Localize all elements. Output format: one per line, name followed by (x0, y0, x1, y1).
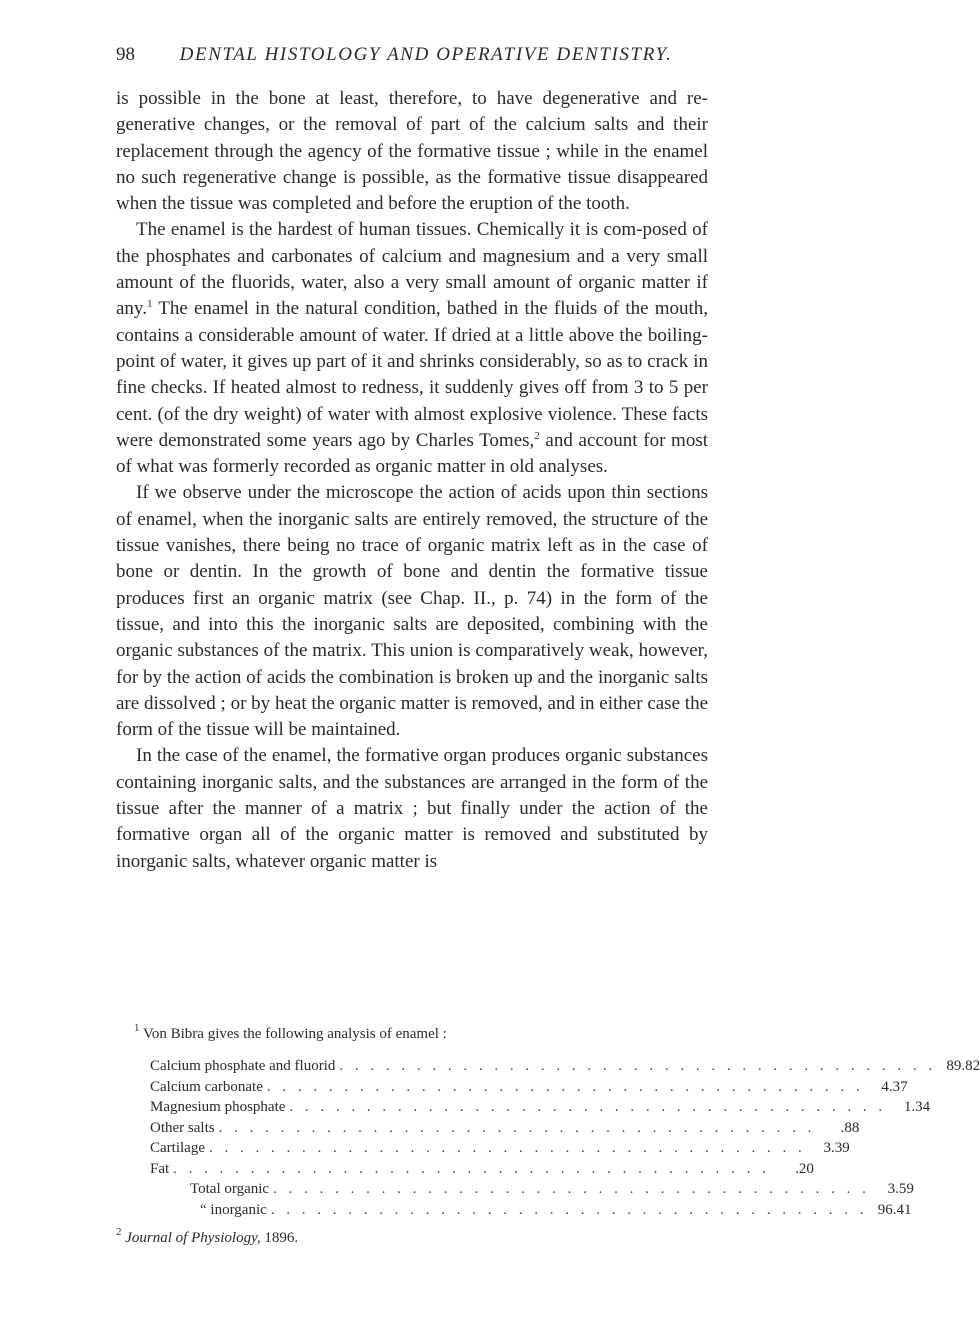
dot-leader: . . . . . . . . . . . . . . . . . . . . . . . . . . . . . . . . . . . . . . . (173, 1160, 770, 1177)
paragraph-4: In the case of the enamel, the formative organ produces organic substances containing inorganic salts, and the substances are arranged in the form of the tissue after the manner of a matrix ; but finally under the action of the formative organ all of the organic matter is removed and substituted by inorganic salts, whatever organic matter is (116, 745, 708, 872)
table-row (150, 1159, 814, 1180)
row-label: Other salts (150, 1119, 215, 1136)
table-row (150, 1097, 931, 1118)
dot-leader: . . . . . . . . . . . . . . . . . . . . . . . . . . . . . . . . . . . . . . . (266, 1078, 864, 1095)
row-label: Cartilage (150, 1140, 205, 1156)
row-value: 96.41 (877, 1201, 912, 1218)
paragraph-2-part-c: and account for most of what was formerly recorded as organic matter in old analyses. (116, 429, 708, 478)
footnote-1-marker: 1 (134, 1022, 140, 1034)
table-row (150, 1077, 908, 1098)
row-value: 3.59 (887, 1181, 914, 1197)
row-value: 4.37 (881, 1078, 908, 1095)
page-number: 98 (116, 44, 135, 65)
row-value: 1.34 (903, 1099, 931, 1115)
table-row (150, 1138, 850, 1159)
dot-leader: . . . . . . . . . . . . . . . . . . . . . . . . . . . . . . . . . . . . . . . (208, 1140, 806, 1156)
row-value: 89.82 (946, 1058, 980, 1074)
dot-leader: . . . . . . . . . . . . . . . . . . . . . . . . . . . . . . . . . . . . . . . (270, 1201, 868, 1218)
table-row (150, 1118, 860, 1139)
row-label: Total organic (190, 1181, 270, 1197)
row-label: Calcium phosphate and fluorid (150, 1058, 336, 1074)
paragraph-2 (116, 217, 708, 480)
paragraph-1: is possible in the bone at least, therefore, to have degenerative and re-generative changes, or the removal of part of the calcium salts and their replacement through the agency of the formative tissue ; while in the enamel no such regenerative change is possible, as the formative tissue disappeared when the tissue was completed and before the eruption of the tooth. (116, 88, 708, 215)
row-value: .88 (840, 1119, 860, 1136)
row-label: Fat (150, 1160, 170, 1177)
row-label: Calcium carbonate (150, 1078, 263, 1095)
paragraph-3: If we observe under the microscope the action of acids upon thin sections of enamel, when the inorganic salts are entirely removed, the structure of the tissue vanishes, there being no trace of organic matrix left as in the case of bone or dentin. In the growth of bone and dentin the formative tissue produces first an organic matrix (see Chap. II., p. 74) in the form of the tissue, and into this the inorganic salts are deposited, combining with the organic substances of the matrix. This union is comparatively weak, however, for by the action of acids the combination is broken up and the inorganic salts are dissolved ; or by heat the organic matter is removed, and in either case the form of the tissue will be maintained. (116, 482, 708, 741)
dot-leader: . . . . . . . . . . . . . . . . . . . . . . . . . . . . . . . . . . . . . . . (339, 1058, 937, 1074)
dot-leader: . . . . . . . . . . . . . . . . . . . . . . . . . . . . . . . . . . . . . . . (289, 1099, 887, 1115)
page-header (116, 44, 706, 74)
running-head: DENTAL HISTOLOGY AND OPERATIVE DENTISTRY. (179, 44, 673, 65)
body-text (116, 86, 708, 875)
row-value: .20 (795, 1160, 814, 1177)
table-row-total (150, 1200, 912, 1221)
table-row (150, 1056, 980, 1077)
row-label: “ inorganic (200, 1201, 267, 1218)
dot-leader: . . . . . . . . . . . . . . . . . . . . . . . . . . . . . . . . . . . . . . . (273, 1181, 870, 1197)
footnote-2-year: 1896. (260, 1230, 299, 1246)
footnote-2-marker: 2 (116, 1226, 122, 1238)
row-value: 3.39 (823, 1140, 850, 1156)
enamel-analysis-table (150, 1056, 980, 1220)
footnote-2 (116, 1228, 708, 1248)
footnote-1-text: Von Bibra gives the following analysis of enamel : (139, 1026, 447, 1042)
footnote-2-source: Journal of Physiology, (125, 1230, 261, 1246)
row-label: Magnesium phosphate (150, 1099, 286, 1115)
footnote-1 (116, 1024, 708, 1044)
paragraph-2-part-a: The enamel is the hardest of human tissues. Chemically it is com-posed of the phosphates and carbonates of calcium and magnesium and a very small amount of the fluorids, water, also a very small amount of organic matter if any. (116, 219, 708, 320)
footnotes (116, 1022, 980, 1248)
table-row-total (150, 1179, 914, 1200)
paragraph-2-part-b: The enamel in the natural condition, bathed in the fluids of the mouth, contains a considerable amount of water. If dried at a little above the boiling-point of water, it gives up part of it and shrinks considerably, so as to crack in fine checks. If heated almost to redness, it suddenly gives off from 3 to 5 per cent. (of the dry weight) of water with almost explosive violence. These facts were demonstrated some years ago by Charles Tomes, (116, 298, 708, 451)
dot-leader: . . . . . . . . . . . . . . . . . . . . . . . . . . . . . . . . . . . . . . . (218, 1119, 816, 1136)
footnote-ref-1[interactable]: 1 (146, 298, 153, 311)
footnote-ref-2[interactable]: 2 (534, 429, 540, 442)
